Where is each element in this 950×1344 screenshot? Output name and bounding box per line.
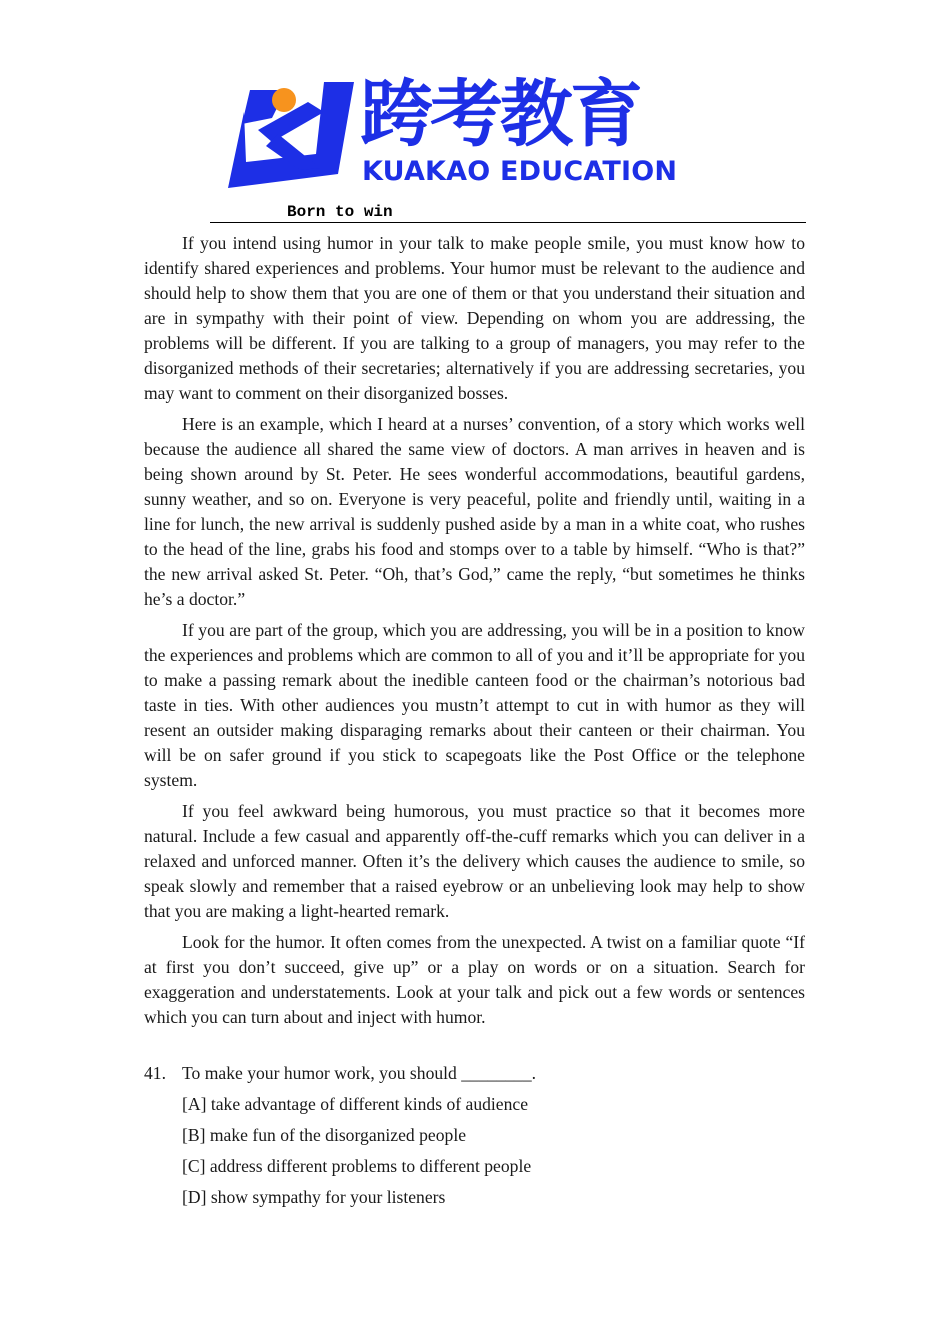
logo-english-text: KUAKAO EDUCATION xyxy=(362,156,678,187)
option-d: [D] show sympathy for your listeners xyxy=(182,1187,446,1207)
page-header xyxy=(210,60,806,224)
paragraph-2: Here is an example, which I heard at a nurses’ convention, of a story which works well because the audience all shared the same view of doctors. A man arrives in heaven and is being shown around by St. Peter. He sees wonderful accommodations, beautiful gardens, sunny weather, and so on. Everyone is very peaceful, polite and friendly until, waiting in a line for lunch, the new arrival is suddenly pushed aside by a man in a white coat, who rushes to the head of the line, grabs his food and stomps over to a table by himself. “Who is that?” the new arrival asked St. Peter. “Oh, that’s God,” came the reply, “but sometimes he thinks he’s a doctor.” xyxy=(144,414,805,609)
question-stem xyxy=(144,1061,805,1086)
paragraph-3: If you are part of the group, which you are addressing, you will be in a position to know the experiences and problems which are common to all of you and it’ll be appropriate for you to make a passing remark about the inedible canteen food or the chairman’s notorious bad taste in ties. With other audiences you mustn’t attempt to cut in with humor as they will resent an outsider making disparaging remarks about their canteen or their chairman. You will be on safer ground if you stick to scapegoats like the Post Office or the telephone system. xyxy=(144,620,805,790)
paragraph-4: If you feel awkward being humorous, you must practice so that it becomes more natural. Include a few casual and apparently off-the-cuff remarks which you can deliver in a relaxed and unforced manner. Often it’s the delivery which causes the audience to smile, so speak slowly and remember that a raised eyebrow or an unbelieving look may help to show that you are making a light-hearted remark. xyxy=(144,801,805,921)
tagline: Born to win xyxy=(287,203,393,221)
header-divider xyxy=(210,222,806,223)
option-c: [C] address different problems to different people xyxy=(182,1156,532,1176)
paragraph-1: If you intend using humor in your talk to make people smile, you must know how to identify shared experiences and problems. Your humor must be relevant to the audience and should help to show them that you are one of them or that you understand their situation and are in sympathy with their point of view. Depending on whom you are addressing, the problems will be different. If you are talking to a group of managers, you may refer to the disorganized methods of their secretaries; alternatively if you are addressing secretaries, you may want to comment on their disorganized bosses. xyxy=(144,233,805,403)
question-41 xyxy=(144,1061,805,1210)
kuakao-logo-icon xyxy=(216,72,358,194)
option-b: [B] make fun of the disorganized people xyxy=(182,1125,467,1145)
paragraph-5: Look for the humor. It often comes from the unexpected. A twist on a familiar quote “If at first you don’t succeed, give up” or a play on words or on a situation. Search for exaggeration and understatements. Look at your talk and pick out a few words or sentences which you can turn about and inject with humor. xyxy=(144,932,805,1027)
logo-orange-dot xyxy=(272,88,296,112)
question-text: To make your humor work, you should ________. xyxy=(182,1063,537,1083)
option-a: [A] take advantage of different kinds of audience xyxy=(182,1094,529,1114)
question-number: 41. xyxy=(144,1063,166,1083)
reading-passage xyxy=(144,231,805,1210)
logo-chinese-text: 跨考教育 xyxy=(360,74,640,156)
